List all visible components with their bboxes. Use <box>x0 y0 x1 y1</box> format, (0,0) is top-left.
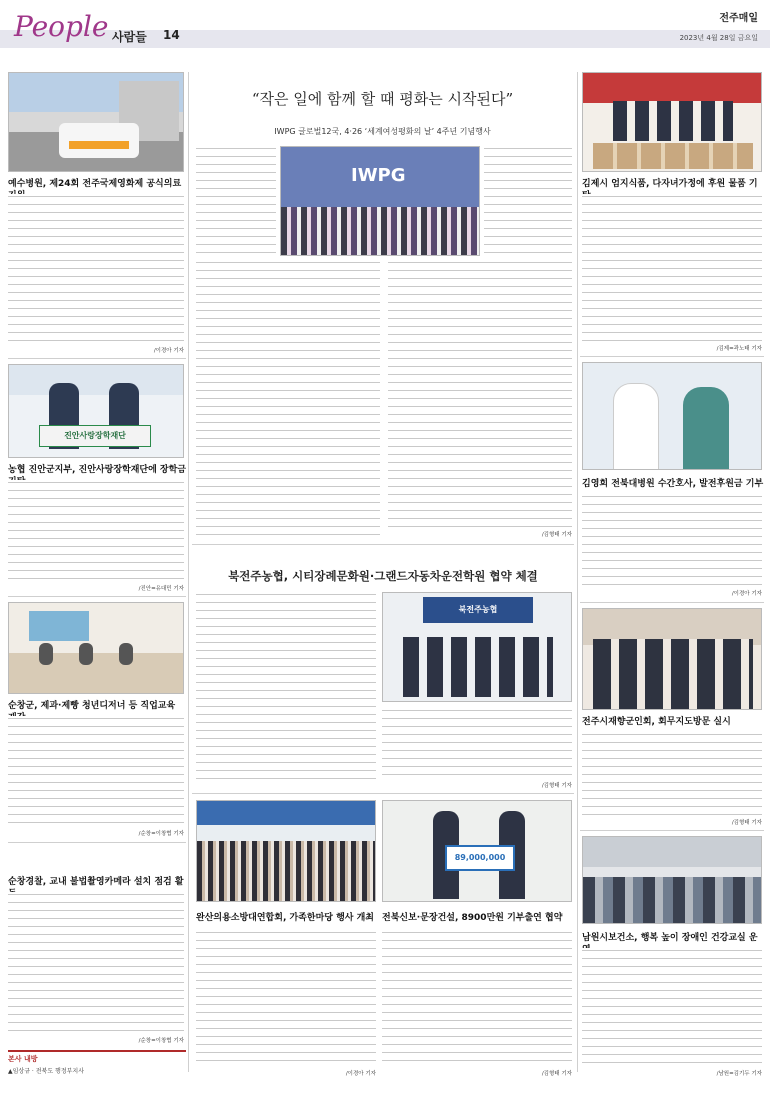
donation-agreement-photo <box>382 800 572 902</box>
article-byline: /남원=김기두 기자 <box>716 1071 762 1077</box>
article-title: 완산의용소방대연합회, 가족한마당 행사 개최 <box>196 913 375 923</box>
section-name: 사람들 <box>112 30 147 44</box>
divider <box>580 602 764 603</box>
footer-rule <box>8 1050 186 1052</box>
divider <box>580 830 764 831</box>
scholarship-donation-photo <box>8 364 184 458</box>
article-body <box>8 194 184 344</box>
article-body <box>196 260 380 538</box>
donation-check: 89,000,000 <box>445 845 515 871</box>
article-byline: /이경아 기자 <box>153 348 184 354</box>
health-class-photo <box>582 836 762 924</box>
article-byline: /김형태 기자 <box>731 820 762 826</box>
main-headline: “작은 일에 함께 할 때 평화는 시작된다” <box>251 90 514 108</box>
hospital-ambulance-photo <box>8 72 184 172</box>
article-title: 순창군, 제과·제빵 청년디저너 등 직업교육 <box>8 701 176 711</box>
article-body <box>582 494 762 588</box>
page-number: 14 <box>163 28 180 42</box>
nurse-donation-photo <box>582 362 762 470</box>
article-body <box>196 930 376 1068</box>
article-byline: /이경아 기자 <box>345 1071 376 1077</box>
divider <box>8 596 186 597</box>
article-byline: /이경아 기자 <box>731 591 762 597</box>
article-byline: /순창=이창협 기자 <box>138 831 184 837</box>
foundation-sign: 진안사랑장학재단 <box>39 425 151 447</box>
article-body <box>388 260 572 530</box>
article-title: 전주시재향군인회, 회무지도방문 실시 <box>582 717 731 727</box>
column-rule <box>577 72 578 1072</box>
article-byline: /진안=유대민 기자 <box>138 586 184 592</box>
article-body <box>382 930 572 1068</box>
footer-visitor: ▲임상규 · 전북도 행정부지사 <box>8 1068 84 1075</box>
article-title: 남원시보건소, 행복 높이 장애인 건강교실 운 <box>582 933 758 943</box>
article-body <box>582 194 762 342</box>
article-title: 김제시 엄지식품, 다자녀가정에 후원 물품 기 <box>582 179 758 189</box>
main-subtitle: IWPG 글로벌12국, 4·26 ‘세계여성평화의 날’ 4주년 기념행사 <box>274 127 491 136</box>
article-body <box>8 716 184 828</box>
divider <box>192 793 574 794</box>
article-body <box>582 732 762 818</box>
article-byline: /순창=이창협 기자 <box>138 1038 184 1044</box>
column-rule <box>188 72 189 1072</box>
vocational-class-photo <box>8 602 184 694</box>
veterans-visit-photo <box>582 608 762 710</box>
iwpg-event-photo <box>280 146 480 256</box>
article-title: 농협 진안군지부, 진안사랑장학재단에 장학금 <box>8 465 187 475</box>
article-byline: /김형태 기자 <box>541 532 572 538</box>
article-body <box>196 146 276 256</box>
issue-date: 2023년 4월 28일 금요일 <box>679 34 758 42</box>
article-body <box>196 592 376 780</box>
article-title: 순창경찰, 교내 불법촬영카메라 설치 점검 활 <box>8 877 184 887</box>
footer-label: 본사 내방 <box>8 1055 38 1063</box>
article-title: 예수병원, 제24회 전주국제영화제 공식의료 <box>8 179 182 189</box>
agreement-sign: 북전주농협 <box>423 597 533 623</box>
article-title: 북전주농협, 시티장례문화원·그랜드자동차운전학원 협약 체결 <box>228 569 538 583</box>
article-body <box>8 480 184 584</box>
divider <box>580 356 764 357</box>
section-logo: People <box>14 10 109 43</box>
newspaper-name: 전주매일 <box>719 13 758 24</box>
fire-brigade-event-photo <box>196 800 376 902</box>
article-title: 김영희 전북대병원 수간호사, 발전후원금 기부 <box>582 479 764 489</box>
article-byline: /김형태 기자 <box>541 783 572 789</box>
divider <box>8 358 186 359</box>
divider <box>8 842 186 843</box>
article-body <box>582 948 762 1068</box>
donation-goods-photo <box>582 72 762 172</box>
article-byline: /김형태 기자 <box>541 1071 572 1077</box>
article-body <box>484 146 572 256</box>
event-banner: IWPG <box>351 165 406 186</box>
article-body <box>8 892 184 1036</box>
agreement-ceremony-photo <box>382 592 572 702</box>
article-title: 전북신보·문장건설, 8900만원 기부출연 협약 <box>382 913 563 923</box>
divider <box>192 544 574 545</box>
article-byline: /김제=곽노태 기자 <box>716 346 762 352</box>
article-body <box>382 708 572 780</box>
